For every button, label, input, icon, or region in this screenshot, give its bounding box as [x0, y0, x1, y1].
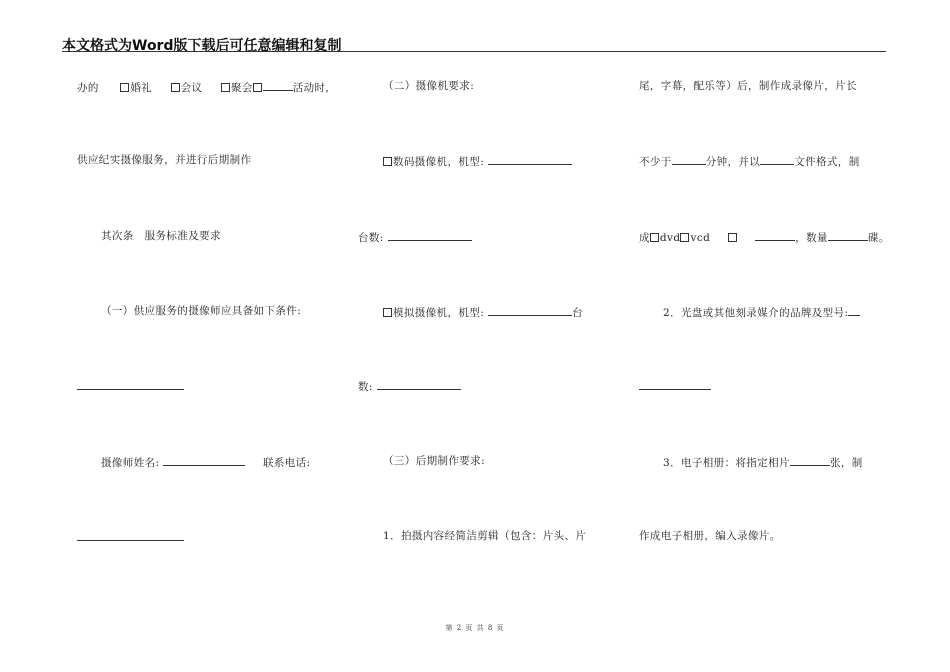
other-event-blank[interactable]	[263, 79, 293, 91]
requirements-blank[interactable]	[77, 378, 184, 390]
header-divider	[62, 51, 886, 52]
photographer-name-line	[101, 454, 310, 470]
digital-camera-checkbox[interactable]	[383, 157, 392, 166]
activity-label: 活动时,	[292, 82, 330, 94]
make-into-label: 成	[639, 232, 650, 244]
analog-camera-checkbox[interactable]	[383, 308, 392, 317]
vcd-checkbox[interactable]	[680, 233, 689, 242]
post-production-heading: （三）后期制作要求:	[383, 455, 486, 467]
analog-camera-count-line	[358, 378, 461, 394]
digital-camera-count-label: 台数:	[358, 232, 384, 244]
event-type-line	[77, 79, 329, 95]
minutes-format-label: 分钟，并以	[705, 156, 761, 168]
dvd-label: dvd	[659, 232, 681, 244]
party-label: 聚会	[230, 82, 253, 94]
document-header-title: 本文格式为Word版下载后可任意编辑和复制	[62, 38, 342, 54]
disc-brand-field-start[interactable]	[848, 304, 860, 316]
photo-album-continued: 作成电子相册，编入录像片。	[639, 530, 781, 542]
disc-brand-blank-line	[639, 378, 711, 394]
camera-requirements-heading: （二）摄像机要求:	[383, 80, 475, 92]
text-ban-de: 办的	[77, 82, 99, 94]
analog-camera-count-label: 数:	[358, 381, 373, 393]
contact-phone-field[interactable]	[77, 529, 184, 541]
other-disc-checkbox[interactable]	[728, 233, 737, 242]
analog-camera-model-field[interactable]	[488, 304, 572, 316]
analog-camera-line	[383, 304, 583, 320]
editing-requirement-line: 1．拍摄内容经简洁剪辑（包含：片头、片	[383, 530, 587, 542]
min-duration-label: 不少于	[639, 156, 672, 168]
photo-album-line	[663, 454, 863, 470]
photographer-name-label: 摄像师姓名:	[101, 457, 160, 469]
disc-brand-field[interactable]	[639, 378, 711, 390]
digital-camera-count-field[interactable]	[388, 229, 472, 241]
disc-brand-label: 2．光盘或其他刻录媒介的品牌及型号:	[663, 307, 849, 319]
photo-album-label: 3．电子相册：将指定相片	[663, 457, 790, 469]
other-event-checkbox[interactable]	[253, 83, 262, 92]
discs-label: 碟。	[867, 232, 890, 244]
photographer-name-field[interactable]	[163, 454, 245, 466]
page-number-footer: 第 2 页 共 8 页	[445, 624, 505, 632]
requirements-blank-line	[77, 378, 184, 394]
video-production-line: 尾，字幕，配乐等）后，制作成录像片，片长	[639, 80, 857, 92]
meeting-checkbox[interactable]	[171, 83, 180, 92]
disc-brand-line	[663, 304, 860, 320]
digital-camera-line	[383, 153, 572, 169]
vcd-label: vcd	[690, 232, 711, 244]
analog-camera-tai: 台	[572, 307, 584, 319]
article-two-heading: 其次条 服务标准及要求	[101, 230, 221, 242]
service-description: 供应纪实摄像服务，并进行后期制作	[77, 154, 252, 166]
quantity-label: ，数量	[795, 232, 828, 244]
meeting-label: 会议	[180, 82, 203, 94]
digital-camera-count-line	[358, 229, 472, 245]
contact-phone-blank-line	[77, 529, 184, 545]
photo-count-field[interactable]	[790, 454, 830, 466]
dvd-checkbox[interactable]	[650, 233, 659, 242]
file-format-label: 文件格式，制	[794, 156, 860, 168]
duration-field[interactable]	[672, 153, 706, 165]
digital-camera-label: 数码摄像机，机型:	[393, 156, 485, 168]
duration-format-line	[639, 153, 860, 169]
photographer-requirements-heading: （一）供应服务的摄像师应具备如下条件:	[101, 305, 302, 317]
digital-camera-model-field[interactable]	[488, 153, 572, 165]
contact-phone-label: 联系电话:	[262, 457, 311, 469]
disc-format-line	[639, 229, 890, 245]
other-disc-field[interactable]	[755, 229, 795, 241]
wedding-label: 婚礼	[130, 82, 153, 94]
analog-camera-label: 模拟摄像机，机型:	[393, 307, 485, 319]
quantity-field[interactable]	[828, 229, 868, 241]
photo-unit-label: 张，制	[829, 457, 863, 469]
analog-camera-count-field[interactable]	[377, 378, 461, 390]
party-checkbox[interactable]	[221, 83, 230, 92]
wedding-checkbox[interactable]	[120, 83, 129, 92]
file-format-field[interactable]	[760, 153, 794, 165]
